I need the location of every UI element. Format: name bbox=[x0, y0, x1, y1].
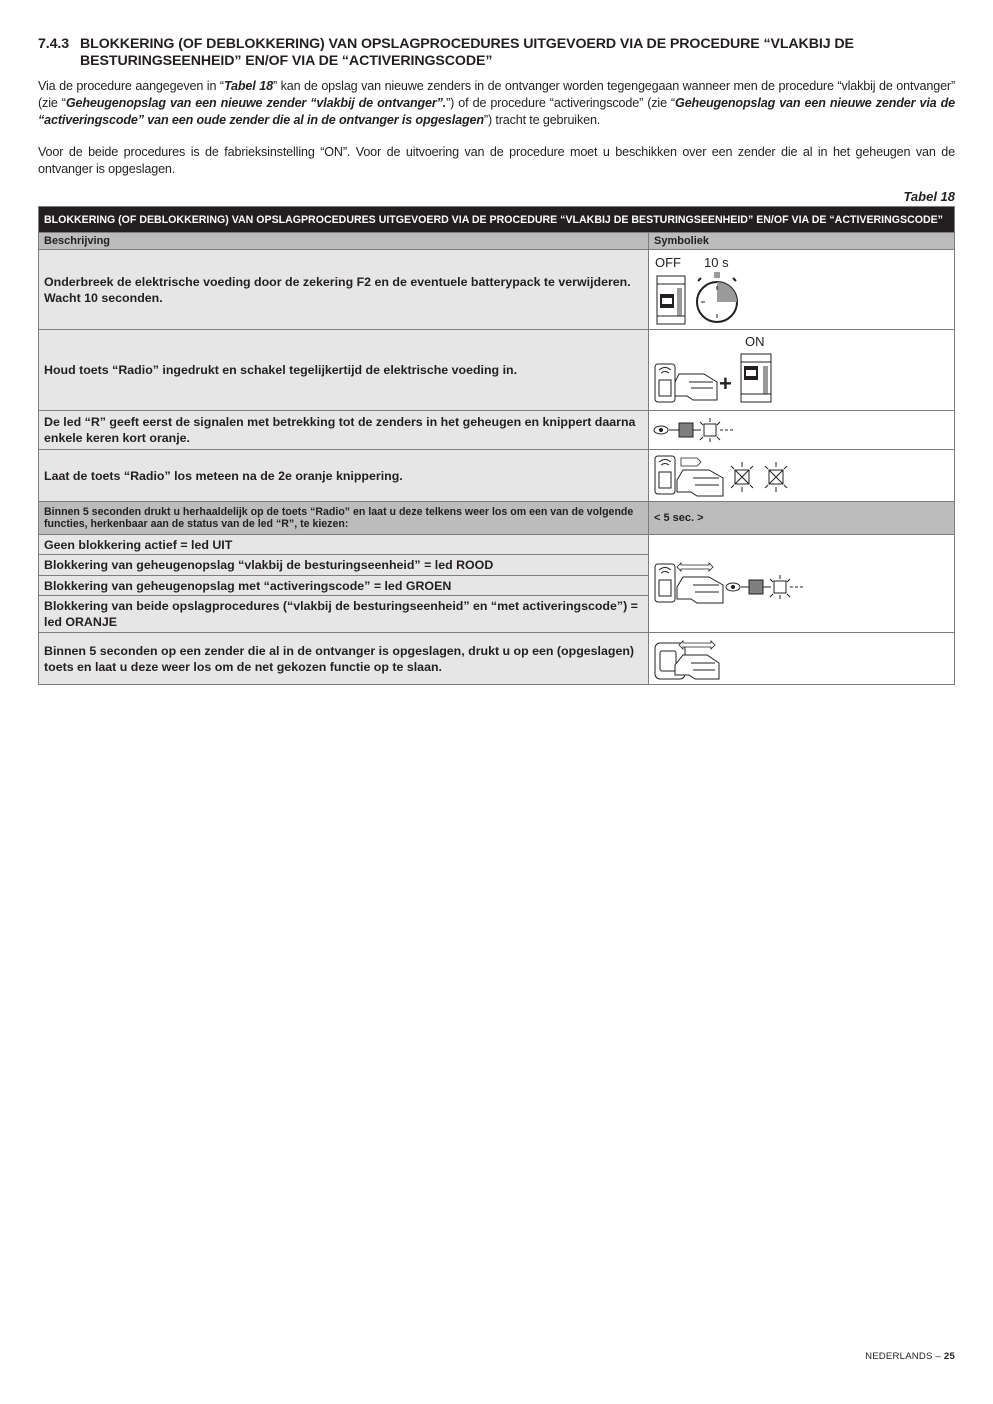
para1-text-4: ”) tracht te gebruiken. bbox=[483, 113, 601, 127]
second-paragraph: Voor de beide procedures is de fabrieksinstelling “ON”. Voor de uitvoering van de procedure moet u beschikken over een zender die al in het geheugen van de ontvanger is opgeslagen. bbox=[38, 145, 955, 176]
led-steady-icon bbox=[749, 580, 763, 594]
receiver-button-icon bbox=[655, 364, 675, 402]
table-title: BLOKKERING (OF DEBLOKKERING) VAN OPSLAGPROCEDURES UITGEVOERD VIA DE PROCEDURE “VLAKBIJ DE BESTURINGSEENHEID” EN/OF VIA DE “ACTIVERINGSCODE” bbox=[39, 207, 955, 233]
table-row bbox=[39, 535, 955, 555]
blink-icon bbox=[731, 462, 753, 492]
para1-text-2: ” kan de opslag van nieuwe zenders in de ontvanger worden tegengegaan wanneer men de procedure “vlakbij de ontvanger” (zie “ bbox=[38, 79, 956, 110]
option-description: Geen blokkering actief = led UIT bbox=[39, 535, 649, 555]
radio-press-power-on-symbol bbox=[649, 330, 954, 410]
step-description: Onderbreek de elektrische voeding door de zekering F2 en de eventuele batterypack te verwijderen. Wacht 10 seconden. bbox=[39, 250, 649, 330]
column-header-description: Beschrijving bbox=[39, 233, 649, 250]
symbol-cell bbox=[649, 411, 955, 450]
eye-icon bbox=[654, 426, 668, 434]
release-arrow-icon bbox=[681, 458, 701, 466]
pressing-hand-icon bbox=[675, 374, 717, 400]
page-content bbox=[38, 36, 955, 685]
footer-language: NEDERLANDS – bbox=[865, 1351, 944, 1362]
symbol-cell bbox=[649, 633, 955, 685]
table-row bbox=[39, 411, 955, 450]
symbol-cell bbox=[649, 330, 955, 411]
page-number: 25 bbox=[943, 1351, 955, 1362]
symbol-cell bbox=[649, 250, 955, 330]
step-description: De led “R” geeft eerst de signalen met betrekking tot de zenders in het geheugen en knippert daarna enkele keren kort oranje. bbox=[39, 411, 649, 450]
table-18 bbox=[38, 206, 955, 685]
table-row bbox=[39, 633, 955, 685]
table-label: Tabel 18 bbox=[903, 189, 955, 204]
option-description: Blokkering van geheugenopslag met “activeringscode” = led GROEN bbox=[39, 575, 649, 595]
option-description: Blokkering van beide opslagprocedures (“vlakbij de besturingseenheid” en “met activeringscode”) = led ORANJE bbox=[39, 596, 649, 633]
table-reference: Tabel 18 bbox=[223, 79, 273, 93]
symbol-cell bbox=[649, 450, 955, 502]
hand-icon bbox=[677, 470, 723, 496]
ten-seconds-label: 10 s bbox=[704, 255, 729, 270]
radio-repeat-led-symbol bbox=[649, 535, 954, 632]
hand-icon bbox=[675, 655, 719, 679]
blink-icon bbox=[765, 462, 787, 492]
procedure-reference-1: Geheugenopslag van een nieuwe zender “vlakbij de ontvanger”. bbox=[65, 96, 447, 110]
table-row bbox=[39, 450, 955, 502]
column-header-symbols: Symboliek bbox=[649, 233, 955, 250]
section-number: 7.4.3 bbox=[38, 36, 70, 52]
procedure-reference-2: Geheugenopslag van een nieuwe zender via de “activeringscode” van een oude zender die al in de ontvanger is opgeslagen bbox=[38, 96, 956, 127]
hand-icon bbox=[677, 577, 723, 603]
led-blink-icon bbox=[770, 575, 790, 599]
receiver-button-icon bbox=[655, 564, 675, 602]
symbol-cell bbox=[649, 535, 955, 633]
table-row bbox=[39, 250, 955, 330]
table-title-row bbox=[39, 207, 955, 233]
para1-text-3: ”) of de procedure “activeringscode” (zie “ bbox=[446, 96, 676, 110]
radio-release-symbol bbox=[649, 450, 954, 501]
column-header-row bbox=[39, 233, 955, 250]
led-steady-icon bbox=[679, 423, 693, 437]
stopwatch-icon bbox=[697, 272, 737, 322]
led-signal-symbol bbox=[649, 411, 954, 449]
breaker-icon bbox=[657, 276, 685, 324]
five-seconds-label: < 5 sec. > bbox=[649, 502, 955, 535]
on-label: ON bbox=[745, 334, 765, 349]
breaker-icon bbox=[741, 354, 771, 402]
table-row bbox=[39, 502, 955, 535]
section-heading bbox=[38, 36, 955, 70]
page-footer bbox=[865, 1351, 955, 1362]
step-description: Binnen 5 seconden drukt u herhaaldelijk op de toets “Radio” en laat u deze telkens weer los om een van de volgende functies, herkenbaar aan de status van de led “R”, te kiezen: bbox=[39, 502, 649, 535]
transmitter-press-symbol bbox=[649, 633, 954, 684]
step-description: Houd toets “Radio” ingedrukt en schakel tegelijkertijd de elektrische voeding in. bbox=[39, 330, 649, 411]
section-title: BLOKKERING (OF DEBLOKKERING) VAN OPSLAGPROCEDURES UITGEVOERD VIA DE PROCEDURE “VLAKBIJ DE BESTURINGSEENHEID” EN/OF VIA DE “ACTIVERINGSCODE” bbox=[80, 36, 854, 69]
repeat-arrow-icon bbox=[677, 563, 713, 571]
receiver-button-icon bbox=[655, 456, 675, 494]
para1-text-1: Via de procedure aangegeven in “ bbox=[38, 79, 224, 93]
option-description: Blokkering van geheugenopslag “vlakbij de besturingseenheid” = led ROOD bbox=[39, 555, 649, 575]
step-description: Binnen 5 seconden op een zender die al in de ontvanger is opgeslagen, drukt u op een (opgeslagen) toets en laat u deze weer los om de net gekozen functie op te slaan. bbox=[39, 633, 649, 685]
step-description: Laat de toets “Radio” los meteen na de 2e oranje knippering. bbox=[39, 450, 649, 502]
table-row bbox=[39, 330, 955, 411]
plus-icon: + bbox=[719, 371, 732, 396]
intro-paragraph bbox=[38, 78, 955, 129]
off-label: OFF bbox=[655, 255, 681, 270]
power-off-timer-symbol bbox=[649, 250, 954, 329]
eye-icon bbox=[726, 583, 740, 591]
led-blink-icon bbox=[700, 418, 720, 442]
